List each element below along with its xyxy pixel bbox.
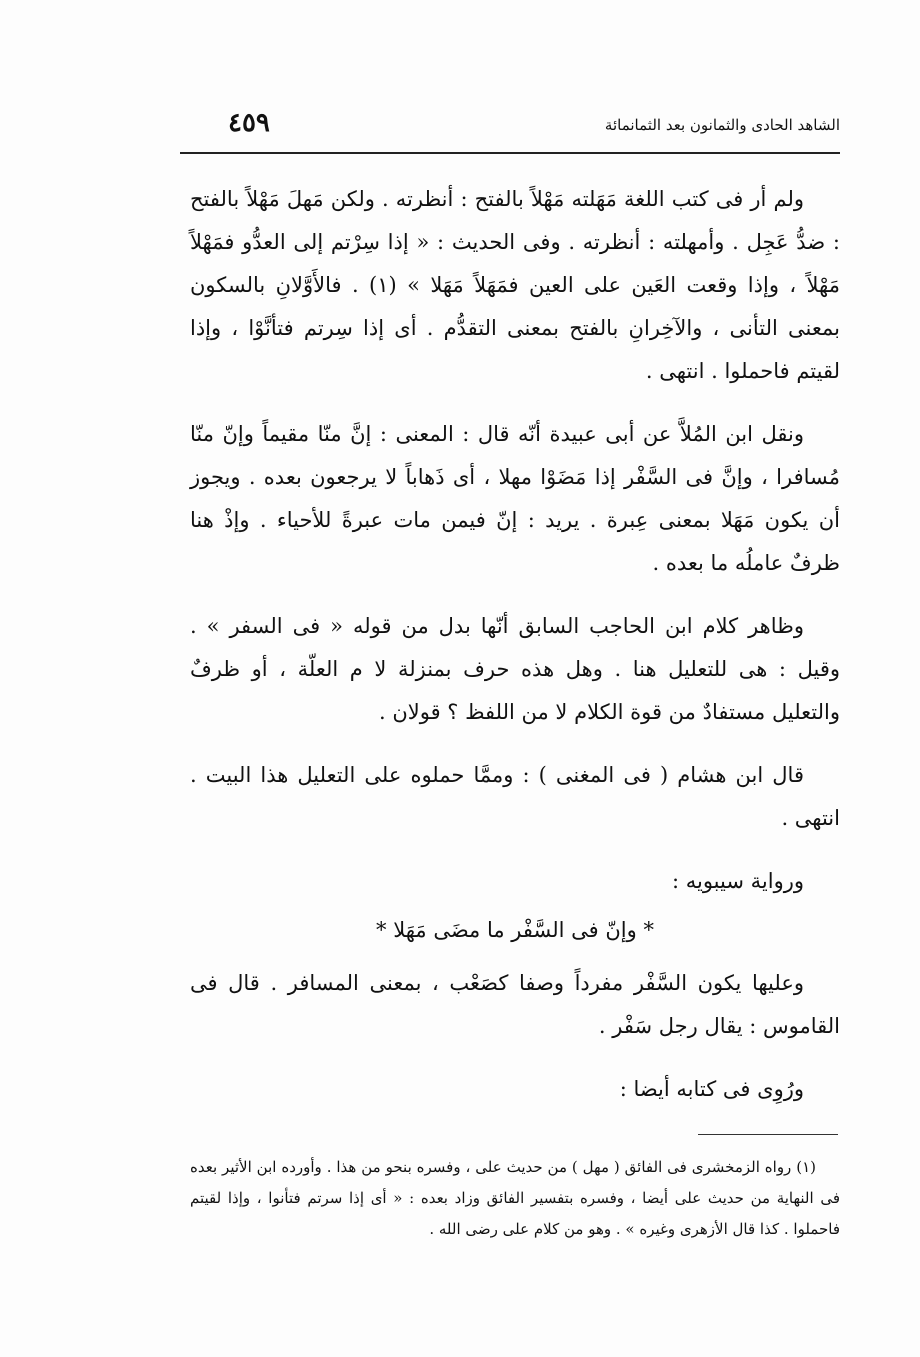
main-text <box>190 178 840 1131</box>
footnote-1: (١) رواه الزمخشرى فى الفائق ( مهل ) من حديث على ، وفسره بنحو من هذا . وأورده ابن الأثير بعده فى النهاية من حديث على أيضا ، وفسره بتفسير الفائق وزاد بعده : « أى إذا سرتم فتأنوا ، وإذا لقيتم فاحملوا . كذا قال الأزهرى وغيره » . وهو من كلام على رضى الله . <box>190 1158 840 1238</box>
page-number: ٤٥٩ <box>228 108 270 138</box>
page-header <box>180 108 840 148</box>
verse-line: * وإنّ فى السَّفْر ما مضَى مَهَلا * <box>376 918 654 942</box>
paragraph-6: وعليها يكون السَّفْر مفرداً وصفا كصَعْب ، بمعنى المسافر . قال فى القاموس : يقال رجل سَفْر . <box>190 971 840 1038</box>
running-head: الشاهد الحادى والثمانون بعد الثمانمائة <box>604 116 840 134</box>
paragraph-1: ولم أر فى كتب اللغة مَهَلته مَهْلاً بالفتح : أنظرته . ولكن مَهلَ مَهْلاً بالفتح : ضدُّ عَجِل . وأمهلته : أنظرته . وفى الحديث : « إذا سِرْتم إلى العدُّو فمَهْلاً مَهْلاً ، وإذا وقعت العَين على العين فمَهَلاً مَهَلا » (١) . فالأَوَّلانِ بالسكون بمعنى التأنى ، والآخِرانِ بالفتح بمعنى التقدُّم . أى إذا سِرتم فتأنَّوْا ، وإذا لقيتم فاحملوا . انتهى . <box>190 187 840 383</box>
header-divider <box>180 152 840 154</box>
paragraph-7: ورُوِى فى كتابه أيضا : <box>619 1077 804 1101</box>
footnote-divider <box>698 1134 838 1135</box>
paragraph-5: ورواية سيبويه : <box>671 869 804 893</box>
paragraph-2: ونقل ابن المُلاَّ عن أبى عبيدة أنّه قال : المعنى : إنَّ منّا مقيماً وإنّ منّا مُسافرا ، وإنَّ فى السَّفْر إذا مَضَوْا مهلا ، أى ذَهاباً لا يرجعون بعده . ويجوز أن يكون مَهَلا بمعنى عِبرة . يريد : إنّ فيمن مات عبرةً للأحياء . وإذْ هنا ظرفٌ عاملُه ما بعده . <box>190 422 840 575</box>
paragraph-3: وظاهر كلام ابن الحاجب السابق أنّها بدل من قوله « فى السفر » . وقيل : هى للتعليل هنا . وهل هذه حرف بمنزلة لا م العلّة ، أو ظرفٌ والتعليل مستفادٌ من قوة الكلام لا من اللفظ ؟ قولان . <box>190 614 840 724</box>
footnotes <box>190 1152 840 1245</box>
paragraph-4: قال ابن هشام ( فى المغنى ) : وممَّا حملوه على التعليل هذا البيت . انتهى . <box>190 763 840 830</box>
